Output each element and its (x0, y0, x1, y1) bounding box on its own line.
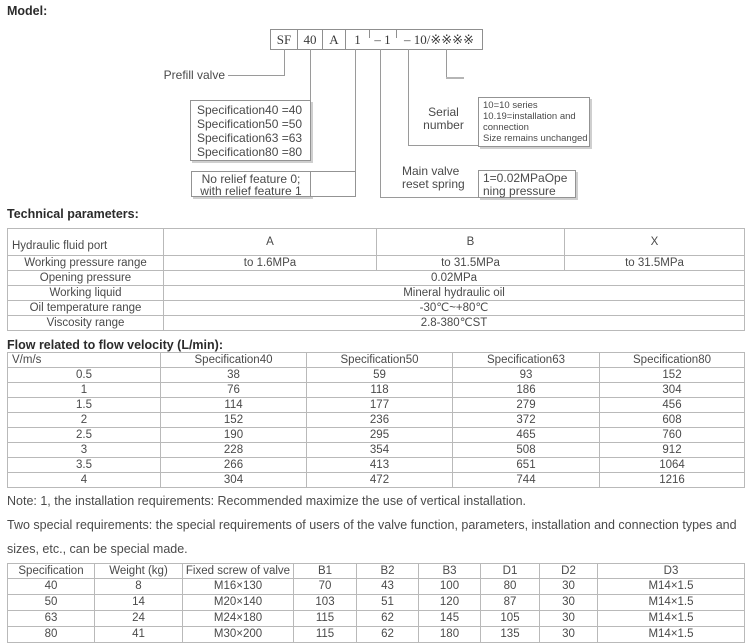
cell: Working liquid (8, 286, 164, 301)
cell: 120 (419, 595, 481, 611)
cell: 76 (161, 383, 307, 398)
cell: 40 (8, 579, 95, 595)
cell: 70 (294, 579, 357, 595)
table-row (8, 301, 745, 316)
table-row (8, 256, 745, 271)
cell: M16×130 (183, 579, 294, 595)
cell: 2 (8, 413, 161, 428)
cell: 80 (481, 579, 540, 595)
main-valve-info-box (478, 170, 576, 198)
connector-serial-vline (408, 49, 409, 97)
cell: 41 (95, 627, 183, 643)
main-valve-label: Main valve reset spring (402, 164, 465, 191)
cell: 180 (419, 627, 481, 643)
cell: 30 (540, 627, 598, 643)
header-cell: B (377, 229, 565, 256)
cell: M24×180 (183, 611, 294, 627)
cell: -30℃~+80℃ (164, 301, 745, 316)
cell: 105 (481, 611, 540, 627)
header-cell: D3 (598, 564, 745, 579)
model-code-series: SF (271, 30, 298, 49)
main-valve-info-line: ning pressure (483, 184, 556, 198)
header-cell: Fixed screw of valve (183, 564, 294, 579)
cell: 0.5 (8, 368, 161, 383)
model-code-port: A (323, 30, 346, 49)
cell: 62 (357, 627, 419, 643)
cell: 30 (540, 579, 598, 595)
cell: 3.5 (8, 458, 161, 473)
table-row (8, 383, 745, 398)
cell: 0.02MPa (164, 271, 745, 286)
header-cell: X (565, 229, 745, 256)
table-row (8, 398, 745, 413)
cell: 1216 (600, 473, 745, 488)
relief-callout-extension (310, 171, 356, 197)
table-row (8, 579, 745, 595)
cell: 93 (453, 368, 600, 383)
cell: 760 (600, 428, 745, 443)
cell: 115 (294, 611, 357, 627)
model-heading: Model: (7, 4, 48, 18)
header-cell: Specification50 (307, 353, 453, 368)
dimensions-table (7, 563, 745, 643)
header-cell: B3 (419, 564, 481, 579)
model-code-relief: 1 (354, 31, 361, 47)
cell: 186 (453, 383, 600, 398)
cell: 14 (95, 595, 183, 611)
cell: 744 (453, 473, 600, 488)
cell: 456 (600, 398, 745, 413)
spec-line: Specification63 =63 (197, 131, 303, 145)
cell: 115 (294, 627, 357, 643)
header-cell: Specification80 (600, 353, 745, 368)
technical-parameters-table (7, 228, 745, 331)
cell: 38 (161, 368, 307, 383)
connector-prefill-vline (284, 49, 285, 75)
spec-line: Specification80 =80 (197, 145, 303, 159)
serial-info-line: connection (483, 122, 529, 133)
header-cell: Specification (8, 564, 95, 579)
cell: M14×1.5 (598, 627, 745, 643)
specification-callout-box (190, 100, 311, 161)
cell: 304 (600, 383, 745, 398)
cell: 51 (357, 595, 419, 611)
table-row (8, 458, 745, 473)
serial-info-box (478, 97, 590, 147)
cell: 30 (540, 595, 598, 611)
cell: 912 (600, 443, 745, 458)
header-cell: B1 (294, 564, 357, 579)
flow-table (7, 352, 745, 488)
cell: 152 (600, 368, 745, 383)
cell: 80 (8, 627, 95, 643)
cell: 135 (481, 627, 540, 643)
cell: 1064 (600, 458, 745, 473)
cell-separator-tick (369, 30, 370, 38)
connector-spec-vline (310, 49, 311, 100)
cell: 508 (453, 443, 600, 458)
cell: 354 (307, 443, 453, 458)
flow-heading: Flow related to flow velocity (L/min): (7, 338, 223, 352)
cell: 190 (161, 428, 307, 443)
table-row (8, 627, 745, 643)
serial-info-line: 10=10 series (483, 100, 538, 111)
cell: to 31.5MPa (377, 256, 565, 271)
cell: 651 (453, 458, 600, 473)
table-row (8, 316, 745, 331)
cell: 103 (294, 595, 357, 611)
table-row (8, 368, 745, 383)
cell: 228 (161, 443, 307, 458)
cell: 63 (8, 611, 95, 627)
cell: 236 (307, 413, 453, 428)
main-valve-info-line: 1=0.02MPaOpe (483, 171, 568, 185)
table-row (8, 473, 745, 488)
cell: Working pressure range (8, 256, 164, 271)
cell: 2.8-380℃ST (164, 316, 745, 331)
cell: 87 (481, 595, 540, 611)
prefill-valve-label: Prefill valve (163, 68, 225, 82)
relief-line: with relief feature 1 (200, 184, 302, 198)
note-special-line1: Two special requirements: the special requirements of users of the valve function, parameters, installation and connection types and (7, 518, 737, 532)
spec-line: Specification40 =40 (197, 103, 303, 117)
cell: 118 (307, 383, 453, 398)
cell: 50 (8, 595, 95, 611)
table-row (8, 611, 745, 627)
table-row (8, 271, 745, 286)
cell: M14×1.5 (598, 579, 745, 595)
cell: 30 (540, 611, 598, 627)
cell: 3 (8, 443, 161, 458)
cell: 24 (95, 611, 183, 627)
cell: 8 (95, 579, 183, 595)
relief-callout-box (191, 171, 311, 197)
header-cell: V/m/s (8, 353, 161, 368)
table-row (8, 564, 745, 579)
connector-relief-vline (355, 49, 356, 172)
cell: M30×200 (183, 627, 294, 643)
technical-parameters-heading: Technical parameters: (7, 207, 139, 221)
note-installation: Note: 1, the installation requirements: Recommended maximize the use of vertical installation. (7, 494, 527, 508)
cell: M14×1.5 (598, 611, 745, 627)
serial-number-label: Serial number (408, 97, 478, 146)
cell: Viscosity range (8, 316, 164, 331)
cell: 266 (161, 458, 307, 473)
cell: 608 (600, 413, 745, 428)
cell: 62 (357, 611, 419, 627)
spec-line: Specification50 =50 (197, 117, 303, 131)
cell: 372 (453, 413, 600, 428)
cell: to 1.6MPa (164, 256, 377, 271)
header-cell: D1 (481, 564, 540, 579)
cell: 304 (161, 473, 307, 488)
relief-line: No relief feature 0; (201, 172, 301, 186)
cell: 43 (357, 579, 419, 595)
connector-spring-vline (380, 49, 381, 197)
cell: Opening pressure (8, 271, 164, 286)
connector-serial2-stub (446, 77, 464, 79)
model-code-spec: 40 (298, 30, 323, 49)
cell: M14×1.5 (598, 595, 745, 611)
cell: Mineral hydraulic oil (164, 286, 745, 301)
cell: 1.5 (8, 398, 161, 413)
model-code-spring: – 1 (374, 31, 391, 47)
cell: 59 (307, 368, 453, 383)
table-row (8, 286, 745, 301)
header-cell: Hydraulic fluid port (8, 229, 164, 256)
serial-info-line: 10.19=installation and (483, 111, 576, 122)
table-row (8, 353, 745, 368)
header-cell: D2 (540, 564, 598, 579)
cell: 295 (307, 428, 453, 443)
cell: M20×140 (183, 595, 294, 611)
connector-serial2-vline (446, 49, 447, 77)
cell: 2.5 (8, 428, 161, 443)
serial-info-line: Size remains unchanged (483, 133, 588, 144)
cell: 4 (8, 473, 161, 488)
cell: 100 (419, 579, 481, 595)
cell-separator-tick (396, 30, 397, 38)
cell: 413 (307, 458, 453, 473)
cell: Oil temperature range (8, 301, 164, 316)
table-row (8, 595, 745, 611)
header-cell: Specification40 (161, 353, 307, 368)
header-cell: A (164, 229, 377, 256)
table-row (8, 443, 745, 458)
header-cell: B2 (357, 564, 419, 579)
header-cell: Weight (kg) (95, 564, 183, 579)
cell: 114 (161, 398, 307, 413)
header-cell: Specification63 (453, 353, 600, 368)
cell: 145 (419, 611, 481, 627)
table-row (8, 413, 745, 428)
note-special-line2: sizes, etc., can be special made. (7, 542, 188, 556)
model-code-box (270, 29, 483, 50)
table-row (8, 229, 745, 256)
cell: 465 (453, 428, 600, 443)
cell: 1 (8, 383, 161, 398)
cell: 177 (307, 398, 453, 413)
cell: 152 (161, 413, 307, 428)
table-row (8, 428, 745, 443)
connector-prefill-hline (228, 75, 285, 76)
cell: 472 (307, 473, 453, 488)
cell: 279 (453, 398, 600, 413)
cell: to 31.5MPa (565, 256, 745, 271)
model-code-serial: – 10/※※※※ (404, 31, 474, 47)
